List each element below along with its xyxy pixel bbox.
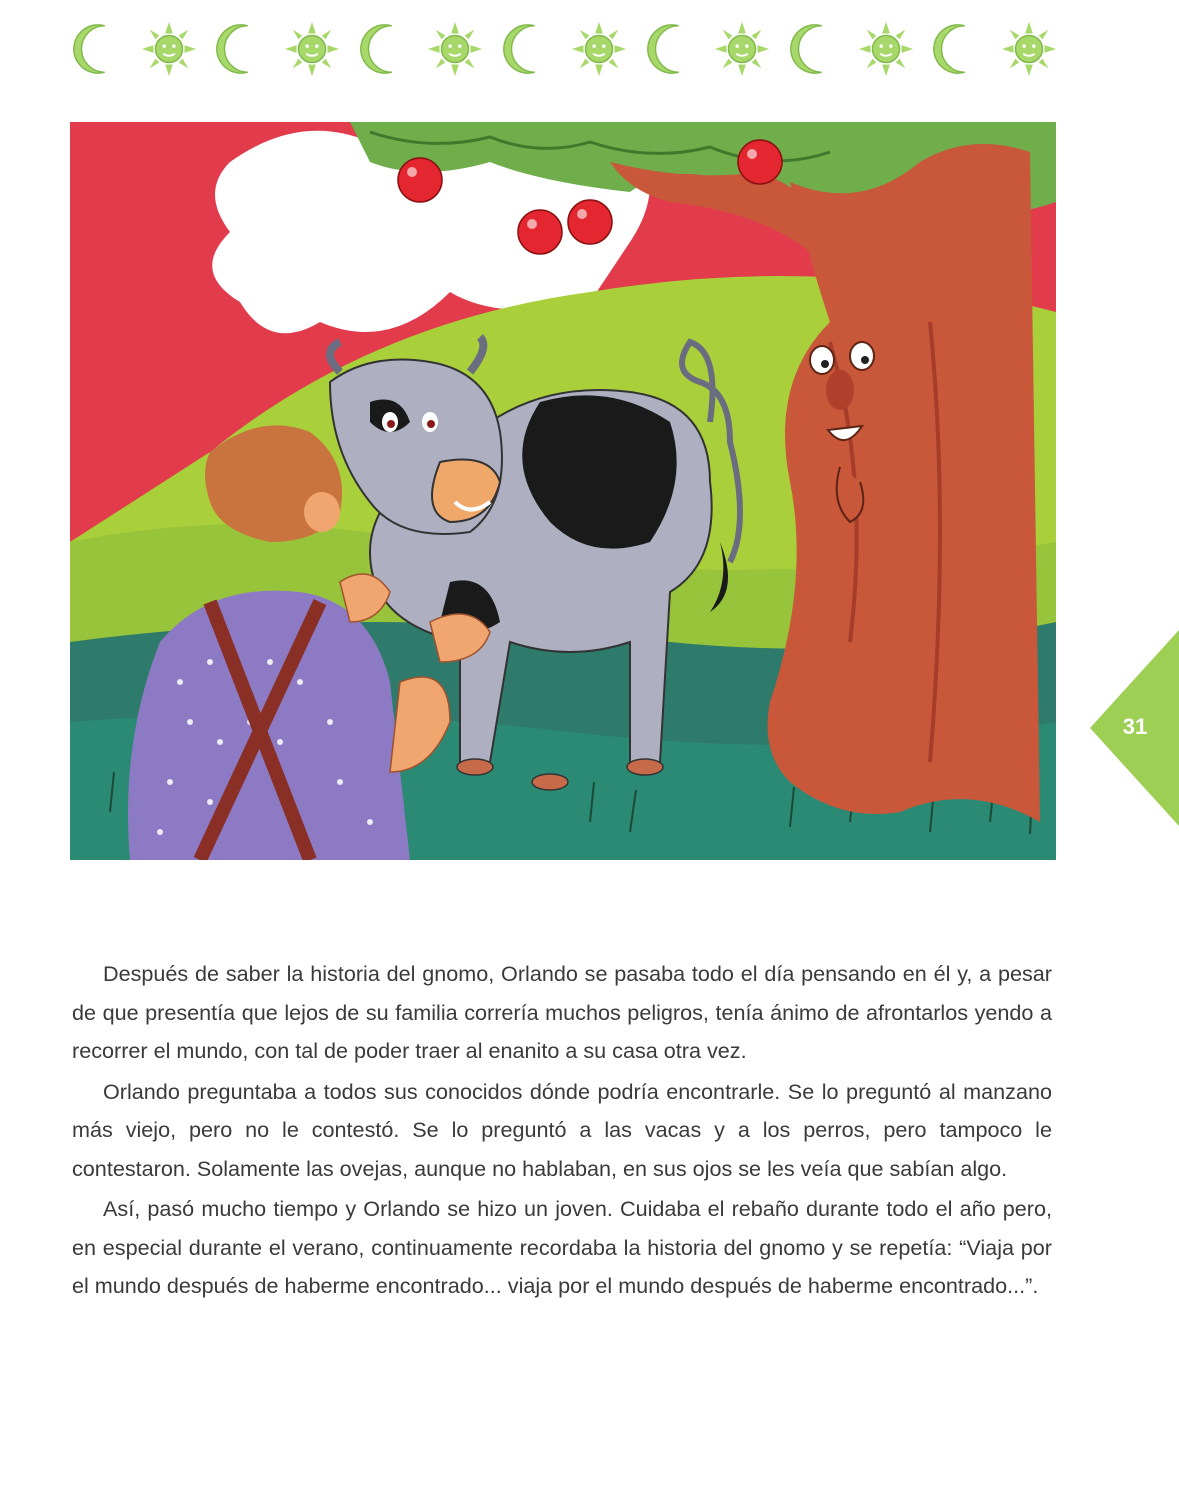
- sun-icon: [713, 20, 771, 78]
- paragraph: Después de saber la historia del gnomo, Orlando se pasaba todo el día pensando en él y, a pesar de que presentía que lejos de su familia correría muchos peligros, tenía ánimo de afrontarlos yendo a recorrer el mundo, con tal de poder traer al enanito a su casa otra vez.: [72, 961, 1052, 1063]
- moon-icon: [642, 20, 700, 78]
- moon-icon: [355, 20, 413, 78]
- paragraph: Así, pasó mucho tiempo y Orlando se hizo un joven. Cuidaba el rebaño durante todo el año pero, en especial durante el verano, continuamente recordaba la historia del gnomo y se repetía: “Viaja por el mundo después de haberme encontrado... viaja por el mundo después de haberme encontrado...”.: [72, 1196, 1052, 1298]
- moon-icon: [928, 20, 986, 78]
- moon-icon: [211, 20, 269, 78]
- moon-icon: [785, 20, 843, 78]
- moon-icon: [68, 20, 126, 78]
- decorative-border: [68, 14, 1058, 84]
- sun-icon: [857, 20, 915, 78]
- paragraph: Orlando preguntaba a todos sus conocidos dónde podría encontrarle. Se lo preguntó al manzano más viejo, pero no le contestó. Se lo preguntó a las vacas y a los perros, pero tampoco le contestaron. Solamente las ovejas, aunque no hablaban, en sus ojos se les veía que sabían algo.: [72, 1078, 1052, 1181]
- page-number: 31: [1122, 714, 1148, 739]
- story-text: [72, 955, 1052, 1306]
- sun-icon: [1000, 20, 1058, 78]
- moon-icon: [498, 20, 556, 78]
- sun-icon: [283, 20, 341, 78]
- sun-icon: [570, 20, 628, 78]
- sun-icon: [426, 20, 484, 78]
- boy-cow-tree-illustration: [70, 122, 1056, 860]
- sun-icon: [140, 20, 198, 78]
